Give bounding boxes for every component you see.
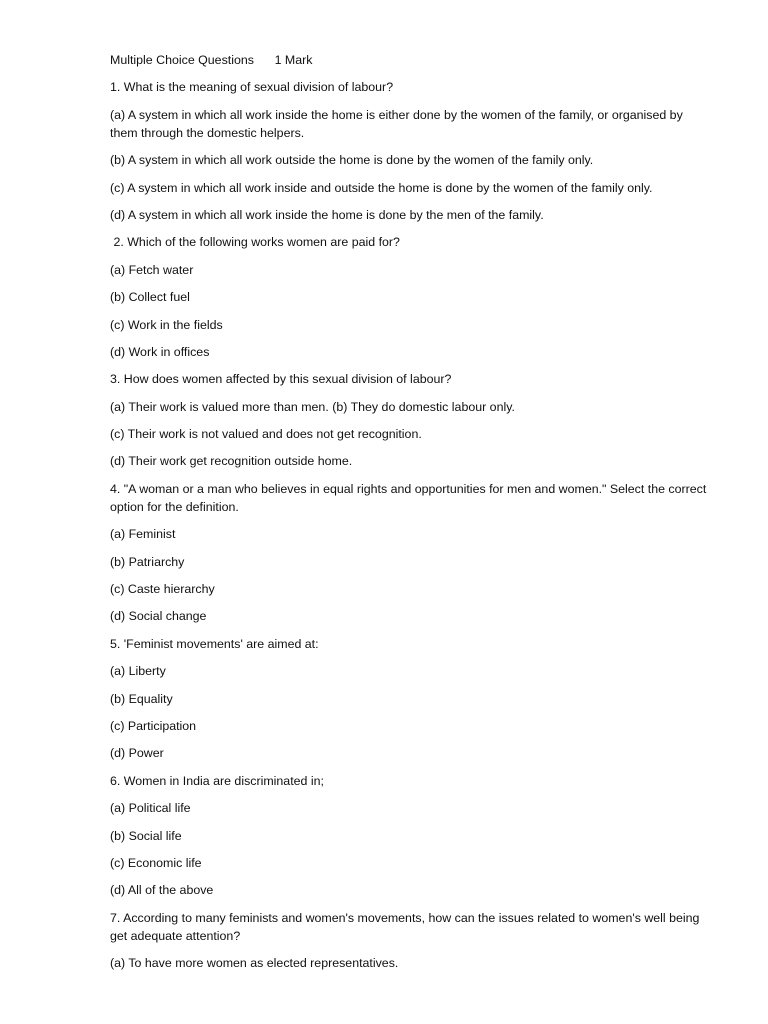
document-heading: Multiple Choice Questions 1 Mark	[110, 53, 313, 67]
question-6-option-c: (c) Economic life	[110, 855, 202, 870]
question-1: 1. What is the meaning of sexual division of labour?	[110, 80, 394, 95]
question-3: 3. How does women affected by this sexual division of labour?	[110, 372, 452, 387]
question-2-option-d: (d) Work in offices	[110, 344, 210, 359]
question-2: 2. Which of the following works women are paid for?	[110, 235, 400, 250]
question-1-option-c: (c) A system in which all work inside and outside the home is done by the women of the family only.	[110, 180, 653, 195]
question-5: 5. 'Feminist movements' are aimed at:	[110, 636, 319, 651]
question-6-option-b: (b) Social life	[110, 828, 182, 843]
question-7: 7. According to many feminists and women's movements, how can the issues related to women's well being get adequate attention?	[110, 910, 703, 943]
question-6-option-d: (d) All of the above	[110, 883, 214, 898]
question-5-option-d: (d) Power	[110, 746, 164, 761]
question-6: 6. Women in India are discriminated in;	[110, 773, 324, 788]
question-4-option-c: (c) Caste hierarchy	[110, 582, 215, 597]
question-3-option-c: (c) Their work is not valued and does not get recognition.	[110, 427, 422, 442]
question-7-option-a: (a) To have more women as elected representatives.	[110, 956, 399, 971]
question-1-option-a: (a) A system in which all work inside the home is either done by the women of the family, or organised by them through the domestic helpers.	[110, 107, 687, 140]
question-6-option-a: (a) Political life	[110, 801, 191, 816]
question-5-option-a: (a) Liberty	[110, 664, 166, 679]
question-1-option-d: (d) A system in which all work inside the home is done by the men of the family.	[110, 207, 544, 222]
question-1-option-b: (b) A system in which all work outside the home is done by the women of the family only.	[110, 153, 594, 168]
question-4-option-d: (d) Social change	[110, 609, 207, 624]
question-4-option-b: (b) Patriarchy	[110, 554, 185, 569]
document-page	[110, 51, 710, 982]
question-2-option-a: (a) Fetch water	[110, 262, 194, 277]
question-4: 4. "A woman or a man who believes in equal rights and opportunities for men and women." Select the correct option for the definition.	[110, 481, 710, 514]
question-2-option-c: (c) Work in the fields	[110, 317, 223, 332]
question-3-option-a-b: (a) Their work is valued more than men. (b) They do domestic labour only.	[110, 399, 515, 414]
question-5-option-c: (c) Participation	[110, 718, 197, 733]
question-5-option-b: (b) Equality	[110, 691, 173, 706]
question-2-option-b: (b) Collect fuel	[110, 290, 190, 305]
question-4-option-a: (a) Feminist	[110, 527, 176, 542]
question-3-option-d: (d) Their work get recognition outside home.	[110, 454, 353, 469]
